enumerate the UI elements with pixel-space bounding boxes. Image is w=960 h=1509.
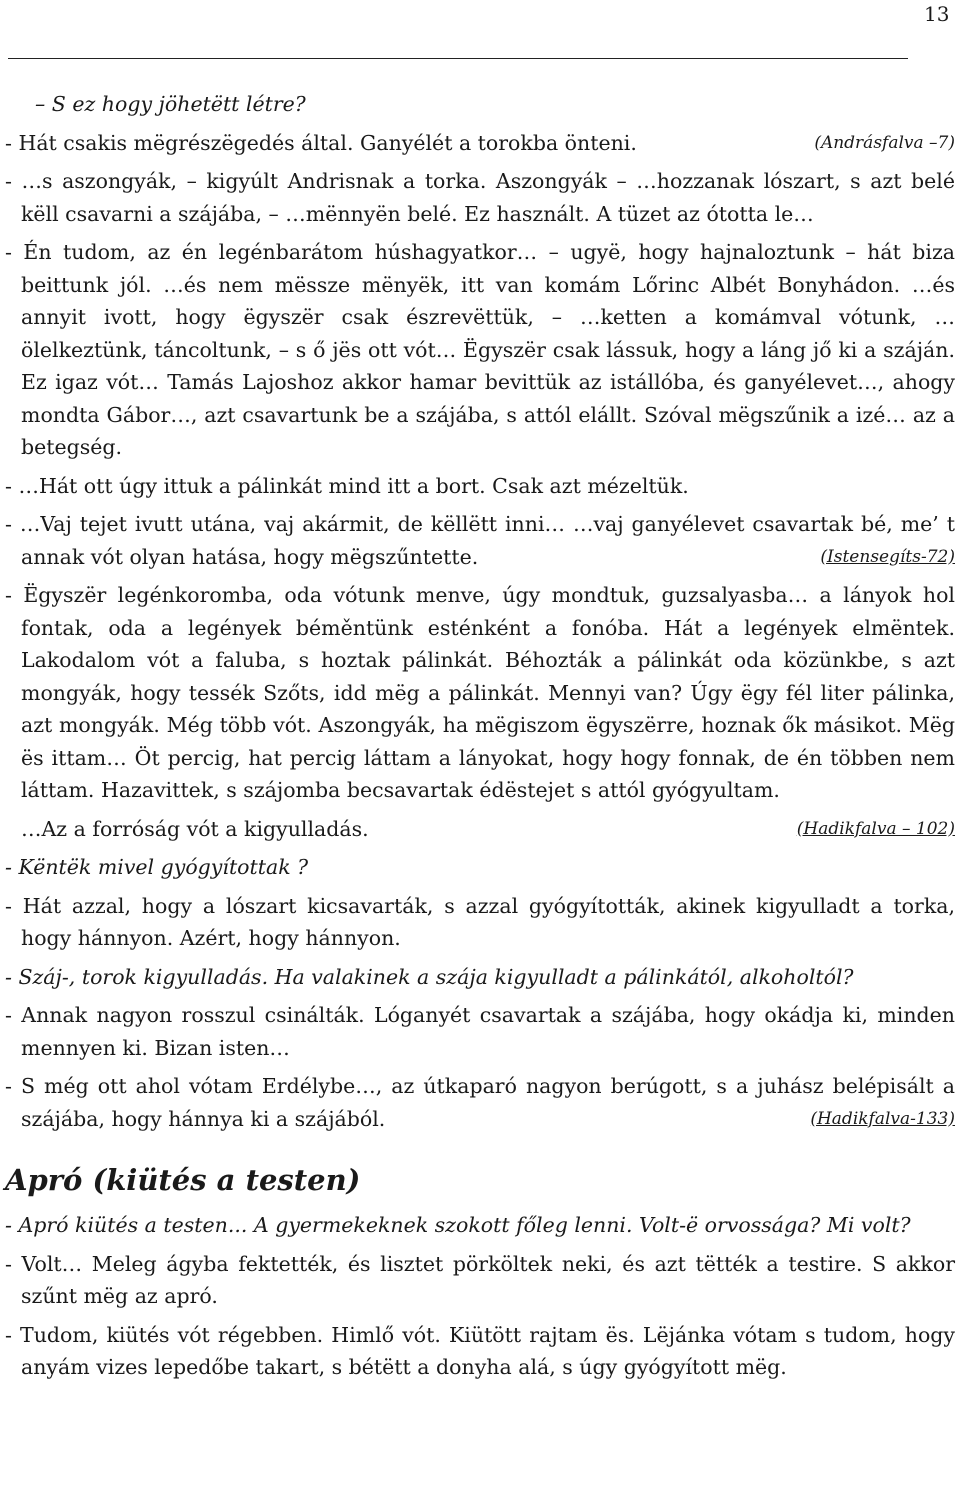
source-citation: (Andrásfalva –7) bbox=[814, 132, 955, 153]
source-citation: (Hadikfalva – 102) bbox=[796, 818, 955, 839]
paragraph-question bbox=[5, 1209, 955, 1242]
paragraph bbox=[5, 236, 955, 464]
paragraph-text: - …Vaj tejet ivutt utána, vaj akármit, de këllëtt inni… …vaj ganyélevet csavartak bé, me’ t annak vót olyan hatása, hogy mëgszűntette. bbox=[5, 512, 955, 569]
header-rule bbox=[8, 58, 908, 59]
source-citation: (Hadikfalva-133) bbox=[810, 1108, 955, 1129]
paragraph-question bbox=[5, 961, 955, 994]
paragraph-text: - Hát csakis mëgrészëgedés által. Ganyélét a torokba önteni. bbox=[5, 130, 637, 155]
paragraph bbox=[5, 1319, 955, 1384]
paragraph bbox=[5, 1070, 955, 1135]
paragraph-text: - Én tudom, az én legénbarátom húshagyatkor… – ugyë, hogy hajnaloztunk – hát biza beittunk jól. …és nem mëssze mënyëk, itt van komám Lőrinc Albét Bonyhádon. …és annyit ivott, hogy ëgyszër csak észrevëttük, – …ketten a komámval vótunk, …ölelkeztünk, táncoltunk, – s ő jës ott vót… Ëgyszër csak lássuk, hogy a láng jő ki a száján. Ez igaz vót… Tamás Lajoshoz akkor hamar bevittük az istállóba, és ganyélevet…, ahogy mondta Gábor…, azt csavartunk be a szájába, s attól elállt. Szóval mëgszűnik a izé… az a betegség. bbox=[5, 240, 955, 459]
source-citation: (Istensegíts-72) bbox=[820, 546, 955, 567]
paragraph-question bbox=[5, 88, 955, 121]
paragraph-text: - Száj-, torok kigyulladás. Ha valakinek a szája kigyulladt a pálinkától, alkoholtól? bbox=[5, 964, 854, 989]
paragraph-text: - Volt… Meleg ágyba fektették, és lisztet pörköltek neki, és azt tëtték a testire. S akkor szűnt mëg az apró. bbox=[5, 1251, 955, 1308]
paragraph bbox=[5, 999, 955, 1064]
paragraph bbox=[5, 890, 955, 955]
paragraph bbox=[5, 579, 955, 807]
page-number: 13 bbox=[924, 2, 950, 26]
paragraph-text: …Az a forróság vót a kigyulladás. bbox=[21, 816, 369, 841]
section-heading: Apró (kiütés a testen) bbox=[5, 1163, 361, 1197]
paragraph bbox=[5, 127, 955, 160]
paragraph-text: – S ez hogy jöhetëtt létre? bbox=[35, 92, 306, 116]
paragraph-text: - …s aszongyák, – kigyúlt Andrisnak a torka. Aszongyák – …hozzanak lószart, s azt belé këll csavarni a szájába, – …mënnyën belé. Ez használt. A tüzet az ótotta le… bbox=[5, 169, 955, 226]
paragraph bbox=[5, 508, 955, 573]
paragraph-text: - Ëgyszër legénkoromba, oda vótunk menve, úgy mondtuk, guzsalyasba… a lányok hol fontak, oda a legények béměntünk esténként a fonóba. Hát a legények elmëntek. Lakodalom vót a faluba, s hoztak pálinkát. Béhozták a pálinkát oda közünkbe, s azt mongyák, hogy tessék Szőts, idd mëg a pálinkát. Mennyi van? Úgy ëgy fél liter pálinka, azt mongyák. Még több vót. Aszongyák, ha mëgiszom ëgyszërre, hoznak ők másikot. Mëg ës ittam… Öt percig, hat percig láttam a lányokat, hogy hogy fonnak, de én többen nem láttam. Hazavittek, s szájomba becsavartak édëstejet s attól gyógyultam. bbox=[5, 583, 955, 802]
document-body bbox=[5, 88, 955, 1390]
paragraph-text: - Këntëk mivel gyógyítottak ? bbox=[5, 855, 309, 879]
paragraph bbox=[5, 165, 955, 230]
paragraph-text: - S még ott ahol vótam Erdélybe…, az útkaparó nagyon berúgott, s a juhász belépisált a szájába, hogy hánnya ki a szájából. bbox=[5, 1074, 955, 1131]
paragraph-text: - Annak nagyon rosszul csinálták. Lóganyét csavartak a szájába, hogy okádja ki, minden mennyen ki. Bizan isten… bbox=[5, 1003, 955, 1060]
paragraph bbox=[5, 470, 955, 503]
paragraph bbox=[5, 1248, 955, 1313]
paragraph bbox=[5, 813, 955, 846]
paragraph-text: - …Hát ott úgy ittuk a pálinkát mind itt a bort. Csak azt mézeltük. bbox=[5, 473, 689, 498]
paragraph-text: - Tudom, kiütés vót régebben. Himlő vót. Kiütött rajtam ës. Lëjánka vótam s tudom, hogy anyám vizes lepedőbe takart, s bétëtt a donyha alá, s úgy gyógyított mëg. bbox=[5, 1322, 955, 1379]
paragraph-text: - Hát azzal, hogy a lószart kicsavarták, s azzal gyógyították, akinek kigyulladt a torka, hogy hánnyon. Azért, hogy hánnyon. bbox=[5, 893, 955, 950]
paragraph-text: - Apró kiütés a testen... A gyermekeknek szokott főleg lenni. Volt-ë orvossága? Mi volt? bbox=[5, 1213, 911, 1237]
paragraph-question bbox=[5, 851, 955, 884]
